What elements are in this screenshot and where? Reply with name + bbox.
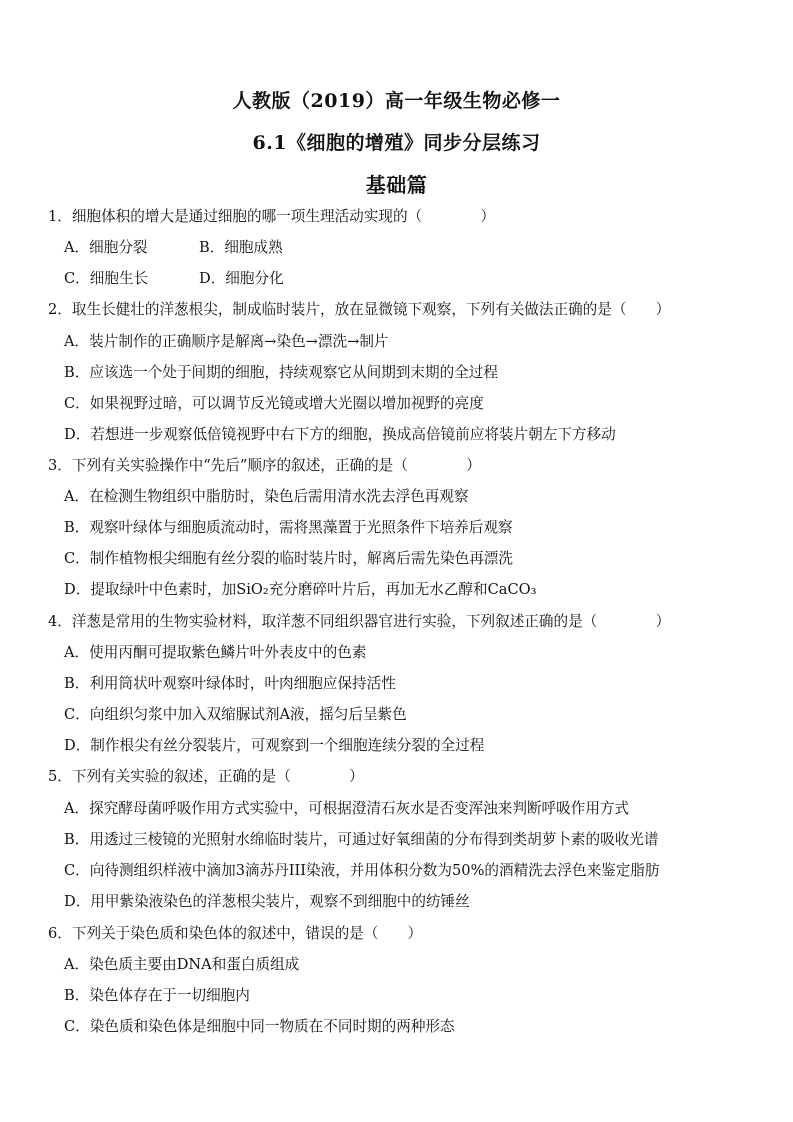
question-2-stem: 2．取生长健壮的洋葱根尖，制成临时装片，放在显微镜下观察，下列有关做法正确的是（ ） bbox=[48, 301, 671, 318]
question-5-stem: 5．下列有关实验的叙述，正确的是（ ） bbox=[48, 768, 364, 785]
question-3-option-a: A．在检测生物组织中脂肪时，染色后需用清水洗去浮色再观察 bbox=[64, 488, 469, 505]
question-5-option-d: D．用甲紫染液染色的洋葱根尖装片，观察不到细胞中的纺锤丝 bbox=[64, 893, 470, 910]
question-1-option-d: D．细胞分化 bbox=[199, 270, 284, 287]
question-1-options-row-1 bbox=[64, 238, 283, 258]
question-4-option-b: B．利用筒状叶观察叶绿体时，叶肉细胞应保持活性 bbox=[64, 675, 396, 692]
document-title: 人教版（2019）高一年级生物必修一 bbox=[232, 90, 561, 112]
question-5-option-a: A．探究酵母菌呼吸作用方式实验中，可根据澄清石灰水是否变浑浊来判断呼吸作用方式 bbox=[64, 800, 630, 817]
question-6-option-a: A．染色质主要由DNA和蛋白质组成 bbox=[64, 956, 300, 973]
question-1-option-c: C．细胞生长 bbox=[64, 270, 149, 287]
question-3-option-b: B．观察叶绿体与细胞质流动时，需将黑藻置于光照条件下培养后观察 bbox=[64, 519, 513, 536]
question-2-option-c: C．如果视野过暗，可以调节反光镜或增大光圈以增加视野的亮度 bbox=[64, 395, 484, 412]
question-1-option-a: A．细胞分裂 bbox=[64, 239, 148, 256]
question-6-option-c: C．染色质和染色体是细胞中同一物质在不同时期的两种形态 bbox=[64, 1018, 455, 1035]
question-2-option-b: B．应该选一个处于间期的细胞，持续观察它从间期到末期的全过程 bbox=[64, 364, 498, 381]
question-6-stem: 6．下列关于染色质和染色体的叙述中，错误的是（ ） bbox=[48, 925, 423, 942]
question-3-option-c: C．制作植物根尖细胞有丝分裂的临时装片时，解离后需先染色再漂洗 bbox=[64, 550, 513, 567]
question-5-option-b: B．用透过三棱镜的光照射水绵临时装片，可通过好氧细菌的分布得到类胡萝卜素的吸收光谱 bbox=[64, 831, 659, 848]
question-5-option-c: C．向待测组织样液中滴加3滴苏丹III染液，并用体积分数为50%的酒精洗去浮色来鉴定脂肪 bbox=[64, 862, 660, 879]
question-1-options-row-2 bbox=[64, 269, 284, 289]
question-4-stem: 4．洋葱是常用的生物实验材料，取洋葱不同组织器官进行实验，下列叙述正确的是（ ） bbox=[48, 613, 671, 630]
question-2-option-d: D．若想进一步观察低倍镜视野中右下方的细胞，换成高倍镜前应将装片朝左下方移动 bbox=[64, 426, 616, 443]
document-subtitle: 6.1《细胞的增殖》同步分层练习 bbox=[252, 132, 541, 154]
question-2-option-a: A．装片制作的正确顺序是解离→染色→漂洗→制片 bbox=[64, 333, 389, 350]
question-6-option-b: B．染色体存在于一切细胞内 bbox=[64, 987, 250, 1004]
question-1-stem: 1．细胞体积的增大是通过细胞的哪一项生理活动实现的（ ） bbox=[48, 208, 496, 225]
question-4-option-a: A．使用丙酮可提取紫色鳞片叶外表皮中的色素 bbox=[64, 644, 367, 661]
question-4-option-d: D．制作根尖有丝分裂装片，可观察到一个细胞连续分裂的全过程 bbox=[64, 737, 485, 754]
question-4-option-c: C．向组织匀浆中加入双缩脲试剂A液，摇匀后呈紫色 bbox=[64, 706, 407, 723]
question-3-option-d: D．提取绿叶中色素时，加SiO₂充分磨碎叶片后，再加无水乙醇和CaCO₃ bbox=[64, 581, 537, 598]
question-1-option-b: B．细胞成熟 bbox=[199, 239, 283, 256]
question-3-stem: 3．下列有关实验操作中“先后”顺序的叙述，正确的是（ ） bbox=[48, 457, 481, 474]
section-heading: 基础篇 bbox=[365, 173, 428, 197]
